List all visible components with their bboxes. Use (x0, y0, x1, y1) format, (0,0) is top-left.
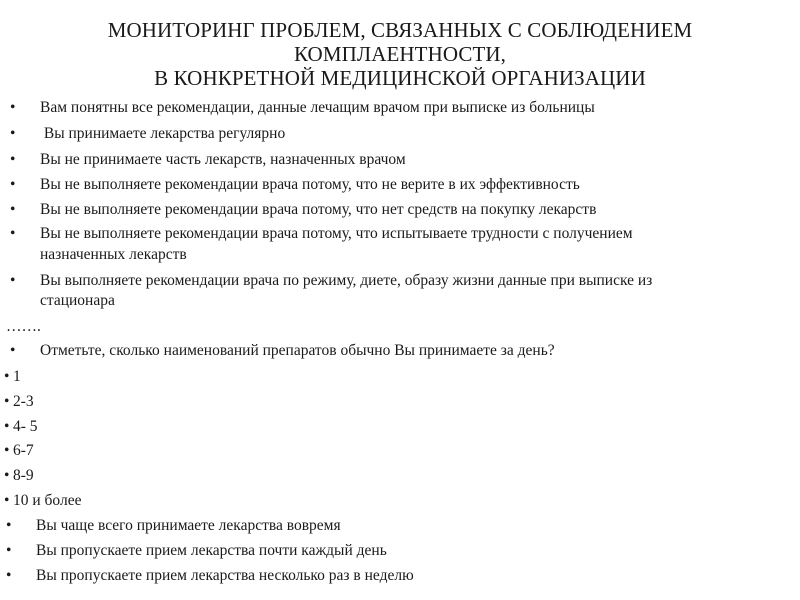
list-item-text: стационара (40, 292, 115, 309)
option-text: 1 (13, 368, 21, 385)
bullet-marker: • (6, 517, 12, 534)
ellipsis: ……. (6, 318, 41, 335)
list-item-text: Вы чаще всего принимаете лекарства вовремя (36, 517, 341, 534)
bullet-marker: • (6, 542, 12, 559)
bullet-marker: • (4, 418, 10, 435)
bullet-marker: • (6, 567, 12, 584)
bullet-marker: • (10, 272, 16, 289)
list-item-text: Вы не выполняете рекомендации врача потому, что нет средств на покупку лекарств (40, 201, 597, 218)
bullet-marker: • (10, 176, 16, 193)
list-item-text: Вы не выполняете рекомендации врача потому, что испытываете трудности с получением (40, 225, 633, 242)
list-item-text: Вы пропускаете прием лекарства несколько раз в неделю (36, 567, 414, 584)
title-line-1: МОНИТОРИНГ ПРОБЛЕМ, СВЯЗАННЫХ С СОБЛЮДЕНИЕМ (107, 18, 693, 42)
bullet-marker: • (4, 492, 10, 509)
list-item-text: назначенных лекарств (40, 246, 187, 263)
option-text: 8-9 (13, 467, 34, 484)
option-text: 6-7 (13, 442, 34, 459)
option-text: 10 и более (13, 492, 82, 509)
bullet-marker: • (10, 125, 16, 142)
question-text: Отметьте, сколько наименований препаратов обычно Вы принимаете за день? (40, 342, 555, 359)
bullet-marker: • (10, 342, 16, 359)
bullet-marker: • (4, 442, 10, 459)
bullet-marker: • (4, 467, 10, 484)
bullet-marker: • (10, 225, 16, 242)
bullet-marker: • (10, 99, 16, 116)
list-item-text: Вы выполняете рекомендации врача по режиму, диете, образу жизни данные при выписке из (40, 272, 653, 289)
list-item-text: Вы не принимаете часть лекарств, назначенных врачом (40, 151, 406, 168)
bullet-marker: • (10, 201, 16, 218)
list-item-text: Вы не выполняете рекомендации врача потому, что не верите в их эффективность (40, 176, 580, 193)
bullet-marker: • (10, 151, 16, 168)
title-line-3: В КОНКРЕТНОЙ МЕДИЦИНСКОЙ ОРГАНИЗАЦИИ (154, 66, 646, 90)
list-item-text: Вы пропускаете прием лекарства почти каждый день (36, 542, 387, 559)
list-item-text: Вы принимаете лекарства регулярно (40, 125, 286, 142)
option-text: 4- 5 (13, 418, 38, 435)
option-text: 2-3 (13, 393, 34, 410)
bullet-marker: • (4, 368, 10, 385)
bullet-marker: • (4, 393, 10, 410)
list-item-text: Вам понятны все рекомендации, данные лечащим врачом при выписке из больницы (40, 99, 595, 116)
title-line-2: КОМПЛАЕНТНОСТИ, (293, 42, 507, 66)
